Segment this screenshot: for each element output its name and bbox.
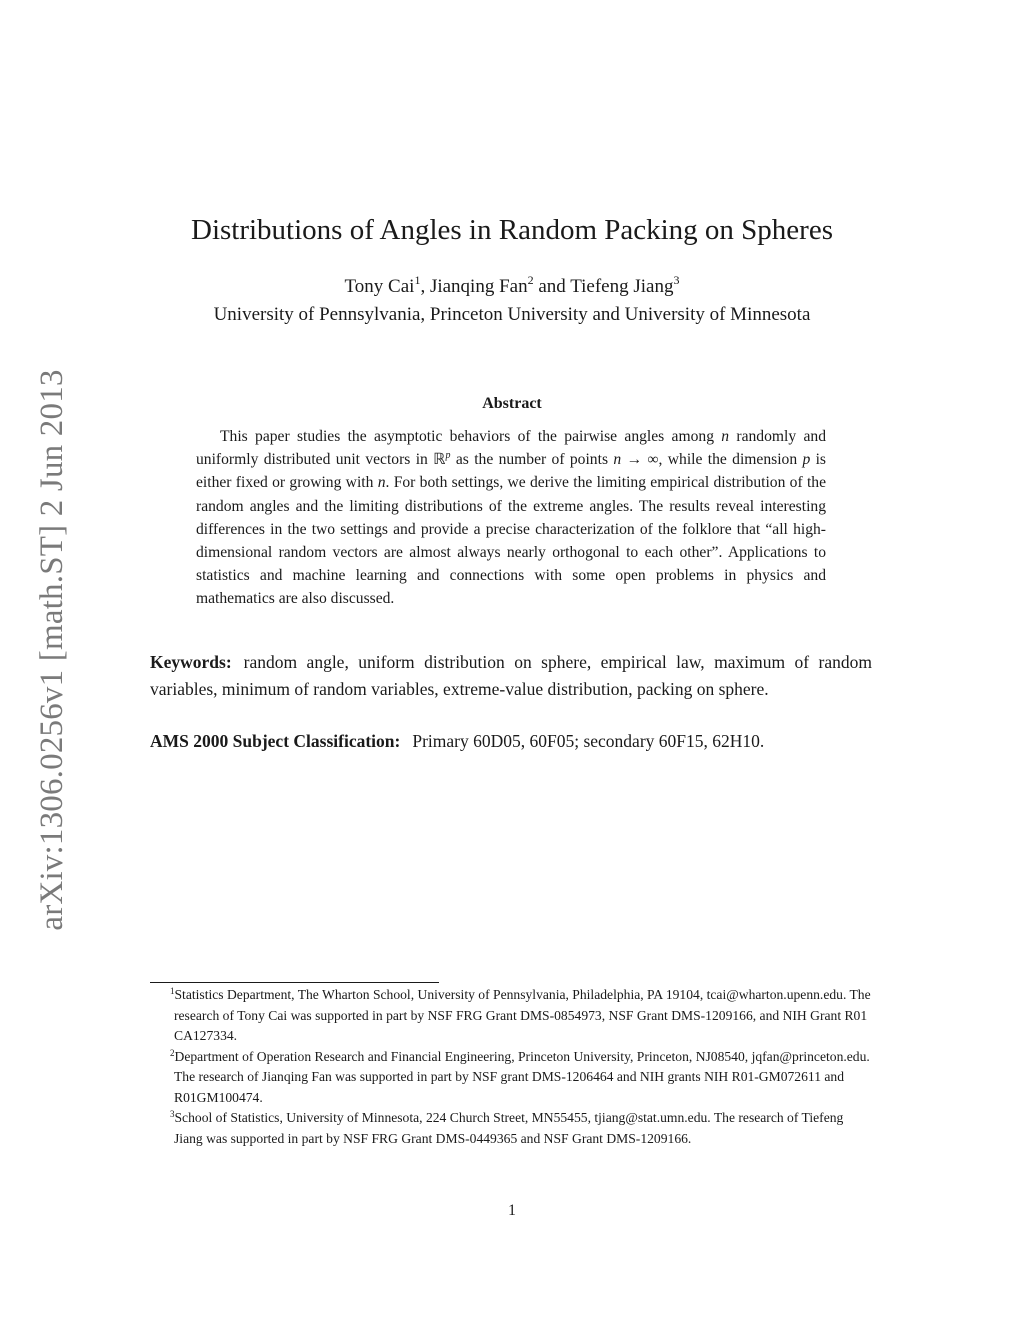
ams-label: AMS 2000 Subject Classification: bbox=[150, 731, 401, 751]
footnote bbox=[170, 985, 874, 1047]
keywords-section bbox=[150, 649, 872, 702]
footnote-mark: 1 bbox=[170, 986, 175, 996]
page-number: 1 bbox=[508, 1202, 516, 1219]
ams-classification bbox=[150, 728, 872, 755]
footnote-text: School of Statistics, University of Minnesota, 224 Church Street, MN55455, tjiang@stat.umn.edu. The research of Tiefeng Jiang was supported in part by NSF FRG Grant DMS-0449365 and NSF Grant DMS-1209166. bbox=[174, 1110, 844, 1146]
author-footnote-mark: 2 bbox=[527, 273, 534, 287]
author-separator: , bbox=[420, 276, 430, 297]
footnote bbox=[170, 1047, 874, 1109]
author-list bbox=[0, 274, 1024, 300]
footnote-mark: 3 bbox=[170, 1109, 175, 1119]
author: Jianqing Fan bbox=[429, 276, 528, 297]
math-variable: n bbox=[377, 474, 386, 492]
author-separator: and bbox=[533, 276, 571, 297]
math-variable: n bbox=[721, 428, 730, 445]
footnote bbox=[170, 1108, 874, 1149]
ams-text: Primary 60D05, 60F05; secondary 60F15, 62H10. bbox=[412, 731, 765, 751]
paper-title: Distributions of Angles in Random Packing on Spheres bbox=[191, 214, 833, 246]
footnote-text: Statistics Department, The Wharton School, University of Pennsylvania, Philadelphia, PA 19104, tcai@wharton.upenn.edu. The research of Tony Cai was supported in part by NSF FRG Grant DMS-0854973, NSF Grant DMS-1209166, and NIH Grant R01 CA127334. bbox=[174, 987, 871, 1043]
abstract-text: This paper studies the asymptotic behaviors of the pairwise angles among bbox=[220, 428, 722, 445]
abstract-text: is either fixed or growing with bbox=[196, 451, 827, 492]
abstract-text: as the number of points bbox=[450, 451, 614, 469]
footnote-mark: 2 bbox=[170, 1047, 175, 1058]
abstract-body bbox=[196, 425, 826, 611]
math-variable: n bbox=[613, 451, 622, 469]
author: Tony Cai bbox=[344, 276, 415, 297]
footnote-text: Department of Operation Research and Financial Engineering, Princeton University, Princeton, NJ08540, jqfan@princeton.edu. The research of Jianqing Fan was supported in part by NSF grant DMS-1206464 and NIH grants NIH R01-GM072611 and R01GM100474. bbox=[174, 1048, 870, 1105]
abstract-text: . For both settings, we derive the limiting empirical distribution of the random angles and the limiting distributions of the extreme angles. The results reveal interesting differences in the two settings and provide a precise characterization of the folklore that “all high-dimensional random vectors are almost always nearly orthogonal to each other”. Applications to statistics and machine learning and connections with some open problems in physics and mathematics are also discussed. bbox=[196, 474, 827, 608]
footnotes bbox=[170, 985, 874, 1149]
math-variable: p bbox=[445, 450, 451, 462]
keywords-label: Keywords: bbox=[150, 652, 232, 672]
author-footnote-mark: 1 bbox=[414, 273, 421, 287]
abstract-text: → ∞, while the dimension bbox=[621, 451, 803, 469]
author: Tiefeng Jiang bbox=[570, 276, 674, 297]
math-variable: p bbox=[802, 451, 811, 469]
abstract-heading: Abstract bbox=[482, 395, 542, 412]
arxiv-identifier-stamp: arXiv:1306.0256v1 [math.ST] 2 Jun 2013 bbox=[34, 369, 70, 931]
abstract-text: randomly and uniformly distributed unit vectors in ℝ bbox=[196, 428, 826, 469]
affiliations: University of Pennsylvania, Princeton University and University of Minnesota bbox=[213, 304, 811, 325]
keywords-text: random angle, uniform distribution on sphere, empirical law, maximum of random variables, minimum of random variables, extreme-value distribution, packing on sphere. bbox=[150, 652, 872, 699]
footnote-rule bbox=[150, 982, 439, 983]
author-footnote-mark: 3 bbox=[673, 273, 680, 287]
